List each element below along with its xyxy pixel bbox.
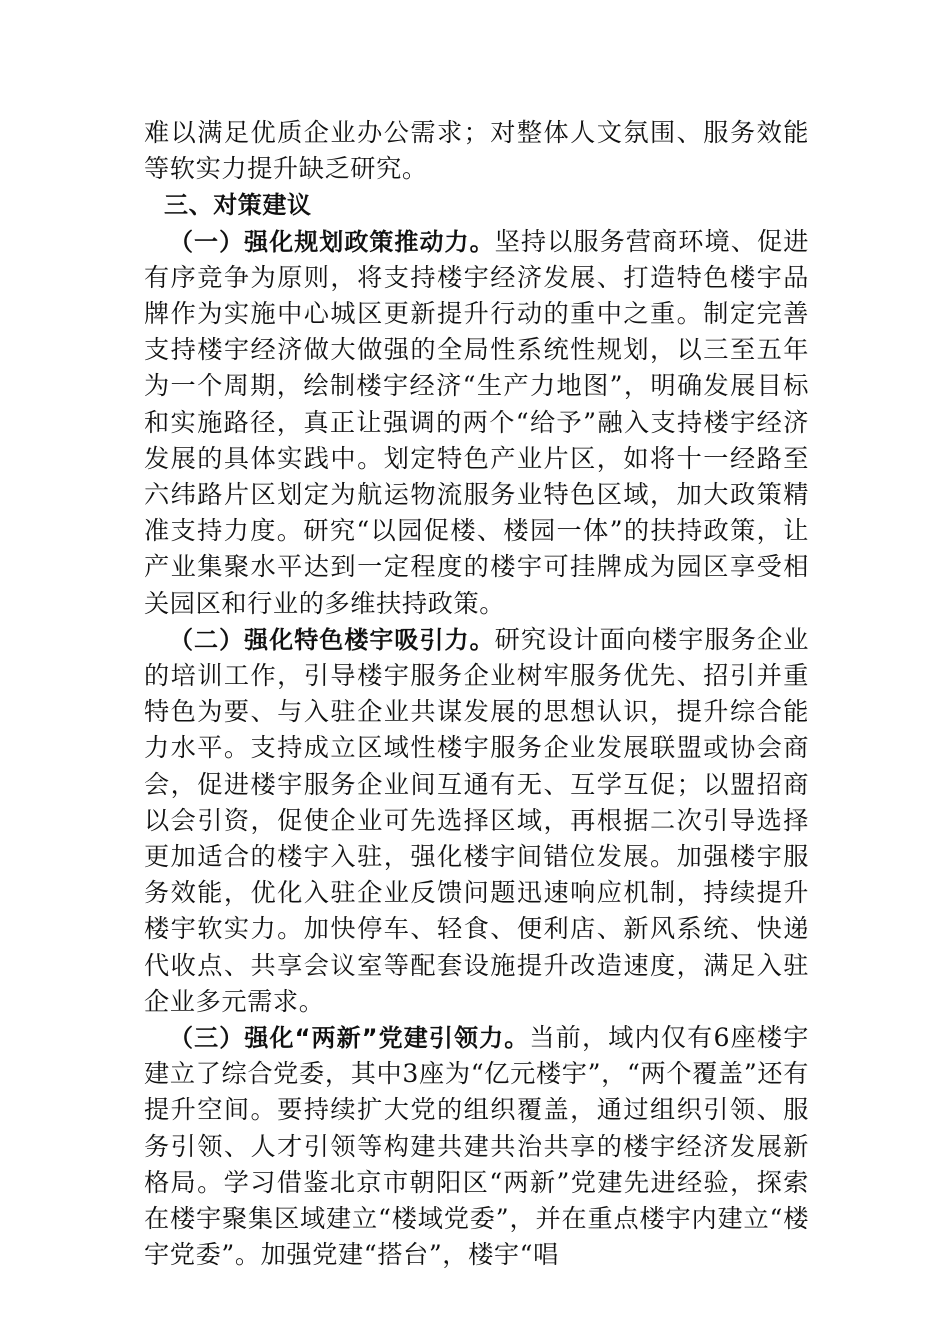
paragraph-section-3 <box>144 1020 809 1273</box>
document-page <box>144 115 809 1274</box>
paragraph-section-2 <box>144 622 809 1020</box>
section-2-lead: （二）强化特色楼宇吸引力。 <box>169 625 495 654</box>
section-3-lead: （三）强化“两新”党建引领力。 <box>169 1024 530 1053</box>
paragraph-intro: 难以满足优质企业办公需求；对整体人文氛围、服务效能等软实力提升缺乏研究。 <box>144 118 809 184</box>
section-heading: 三、对策建议 <box>164 191 312 220</box>
section-2-body: 研究设计面向楼宇服务企业的培训工作，引导楼宇服务企业树牢服务优先、招引并重特色为要、与入驻企业共谋发展的思想认识，提升综合能力水平。支持成立区域性楼宇服务企业发展联盟或协会商会，促进楼宇服务企业间互通有无、互学互促；以盟招商以会引资，促使企业可先选择区域，再根据二次引导选择更加适合的楼宇入驻，强化楼宇间错位发展。加强楼宇服务效能，优化入驻企业反馈问题迅速响应机制，持续提升楼宇软实力。加快停车、轻食、便利店、新风系统、快递代收点、共享会议室等配套设施提升改造速度，满足入驻企业多元需求。 <box>144 624 809 1016</box>
section-3-body: 当前，域内仅有6座楼宇建立了综合党委，其中3座为“亿元楼宇”，“两个覆盖”还有提升空间。要持续扩大党的组织覆盖，通过组织引领、服务引领、人才引领等构建共建共治共享的楼宇经济发展新格局。学习借鉴北京市朝阳区“两新”党建先进经验，探索在楼宇聚集区域建立“楼域党委”，并在重点楼宇内建立“楼宇党委”。加强党建“搭台”，楼宇“唱 <box>144 1023 810 1270</box>
section-1-lead: （一）强化规划政策推动力。 <box>169 227 495 256</box>
section-1-body: 坚持以服务营商环境、促进有序竞争为原则，将支持楼宇经济发展、打造特色楼宇品牌作为实施中心城区更新提升行动的重中之重。制定完善支持楼宇经济做大做强的全局性系统性规划，以三至五年为一个周期，绘制楼宇经济“生产力地图”，明确发展目标和实施路径，真正让强调的两个“给予”融入支持楼宇经济发展的具体实践中。划定特色产业片区，如将十一经路至六纬路片区划定为航运物流服务业特色区域，加大政策精准支持力度。研究“以园促楼、楼园一体”的扶持政策，让产业集聚水平达到一定程度的楼宇可挂牌成为园区享受相关园区和行业的多维扶持政策。 <box>144 226 809 618</box>
paragraph-section-1 <box>144 224 809 622</box>
